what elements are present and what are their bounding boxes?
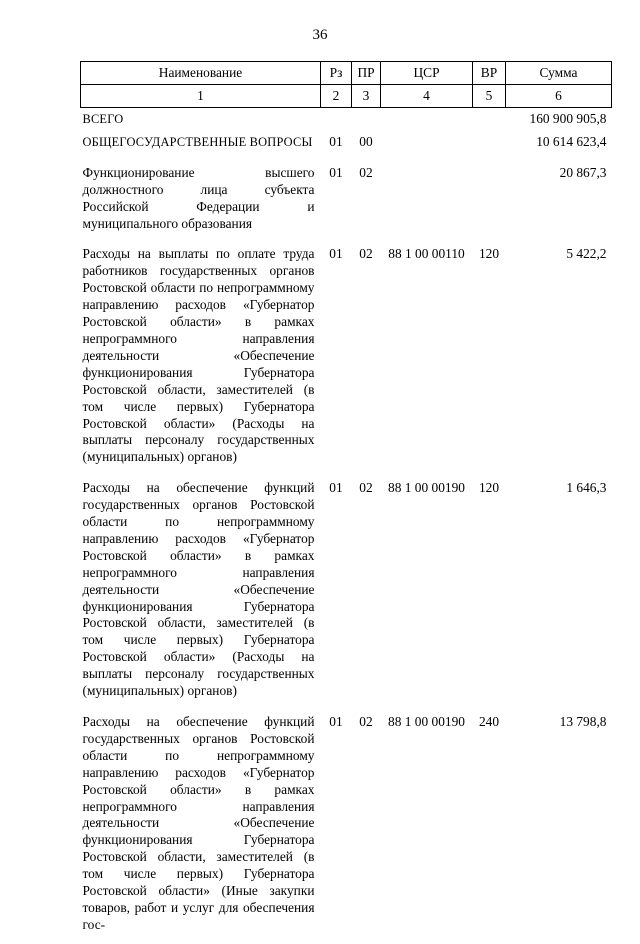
- column-number-vr: 5: [473, 85, 506, 108]
- header-name: Наименование: [81, 62, 321, 85]
- row-rz: 01: [329, 480, 343, 496]
- row-rz: 01: [329, 246, 343, 262]
- row-pr: 02: [359, 714, 373, 729]
- row-pr: 02: [359, 246, 373, 262]
- row-rz: 01: [329, 133, 343, 149]
- row-sum: 1 646,3: [566, 480, 607, 496]
- row-pr: 02: [359, 164, 373, 180]
- row-sum: 160 900 905,8: [529, 111, 607, 126]
- table-row: [81, 710, 612, 944]
- row-vr: 120: [478, 246, 500, 262]
- row-rz: [321, 108, 352, 130]
- table-header: [81, 62, 612, 108]
- row-sum: 20 867,3: [559, 164, 607, 180]
- table-row: [81, 476, 612, 710]
- column-number-pr: 3: [352, 85, 381, 108]
- table-row: [81, 161, 612, 243]
- budget-table: [80, 61, 612, 944]
- header-csr: ЦСР: [381, 62, 473, 85]
- row-csr: 88 1 00 00110: [388, 246, 465, 262]
- table-body: [81, 108, 612, 944]
- row-vr: [473, 161, 506, 243]
- row-sum: 10 614 623,4: [536, 133, 607, 149]
- row-name: ВСЕГО: [82, 112, 124, 126]
- row-rz: 01: [329, 714, 343, 729]
- row-csr: 88 1 00 00190: [388, 480, 465, 496]
- row-csr: 88 1 00 00190: [388, 714, 465, 729]
- row-vr: [473, 130, 506, 161]
- header-pr: ПР: [352, 62, 381, 85]
- row-csr: [381, 108, 473, 130]
- column-number-rz: 2: [321, 85, 352, 108]
- header-rz: Рз: [321, 62, 352, 85]
- row-sum: 13 798,8: [559, 714, 607, 729]
- column-number-sum: 6: [506, 85, 612, 108]
- row-pr: 02: [359, 480, 373, 496]
- header-sum: Сумма: [506, 62, 612, 85]
- row-name: ОБЩЕГОСУДАРСТВЕННЫЕ ВОПРОСЫ: [82, 134, 313, 149]
- row-name: Функционирование высшего должностного лица субъекта Российской Федерации и муниципального образования: [82, 164, 315, 231]
- header-row: [81, 62, 612, 85]
- column-number-csr: 4: [381, 85, 473, 108]
- row-pr: [352, 108, 381, 130]
- row-vr: 120: [478, 480, 500, 496]
- row-name: Расходы на выплаты по оплате труда работников государственных органов Ростовской области по непрограммному направлению расходов «Губернатор Ростовской области» в рамках непрограммного направления деятельности «Обеспечение функционирования Губернатора Ростовской области, заместителей (в том числе первых) Губернатора Ростовской области» (Расходы на выплаты персоналу государственных (муниципальных) органов): [82, 246, 315, 465]
- row-vr: [473, 108, 506, 130]
- row-csr: [381, 130, 473, 161]
- page-number: 36: [312, 27, 328, 43]
- row-name: Расходы на обеспечение функций государственных органов Ростовской области по непрограммному направлению расходов «Губернатор Ростовской области» в рамках непрограммного направления деятельности «Обеспечение функционирования Губернатора Ростовской области, заместителей (в том числе первых) Губернатора Ростовской области» (Расходы на выплаты персоналу государственных (муниципальных) органов): [82, 480, 315, 699]
- table-row: [81, 130, 612, 161]
- table-row: [81, 242, 612, 476]
- row-vr: 240: [478, 714, 500, 729]
- column-number-name: 1: [81, 85, 321, 108]
- row-csr: [381, 161, 473, 243]
- row-rz: 01: [329, 164, 343, 180]
- row-pr: 00: [359, 133, 373, 149]
- column-number-row: [81, 85, 612, 108]
- table-row-total: [81, 108, 612, 130]
- header-vr: ВР: [473, 62, 506, 85]
- row-sum: 5 422,2: [566, 246, 607, 262]
- row-name: Расходы на обеспечение функций государственных органов Ростовской области по непрограммному направлению расходов «Губернатор Ростовской области» в рамках непрограммного направления деятельности «Обеспечение функционирования Губернатора Ростовской области, заместителей (в том числе первых) Губернатора Ростовской области» (Иные закупки товаров, работ и услуг для обеспечения гос-: [82, 714, 315, 932]
